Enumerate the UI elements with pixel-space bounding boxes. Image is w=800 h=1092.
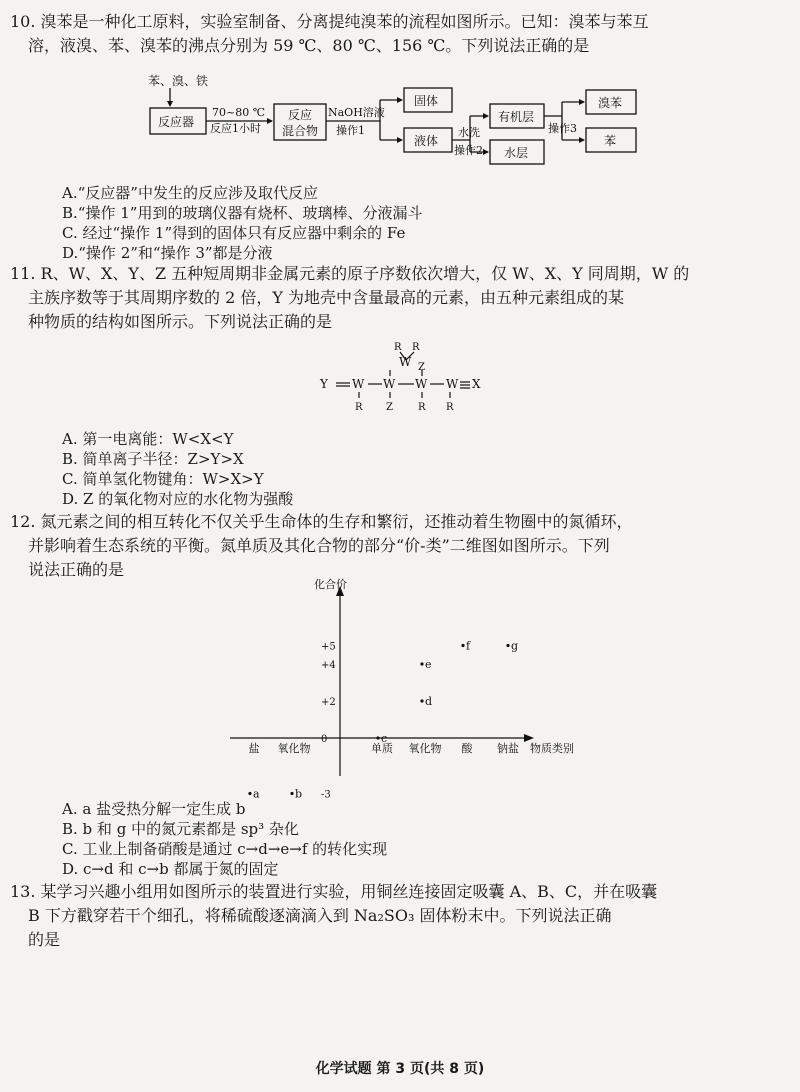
chart-point-c bbox=[376, 736, 379, 739]
atom-r-bottom-3: R bbox=[446, 402, 454, 413]
chart-point-label-a: a bbox=[253, 787, 260, 801]
chart-point-e bbox=[420, 662, 423, 665]
chart-y-tick: +5 bbox=[321, 641, 336, 653]
q12-option-a: A. a 盐受热分解一定生成 b bbox=[62, 800, 246, 818]
q13-stem-line3: 的是 bbox=[28, 930, 61, 949]
flow-bromobenzene-box: 溴苯 bbox=[598, 96, 623, 110]
chart-point-d bbox=[420, 699, 423, 702]
flow-condition-time: 反应1小时 bbox=[210, 122, 261, 135]
chart-category-label: 单质 bbox=[371, 742, 393, 755]
q13-stem-line1: 13. 某学习兴趣小组用如图所示的装置进行实验，用铜丝连接固定吸囊 A、B、C，并在吸囊 bbox=[10, 882, 658, 901]
atom-w-3: W bbox=[415, 377, 428, 391]
chart-point-label-f: f bbox=[466, 639, 471, 653]
chart-point-label-c: c bbox=[381, 732, 388, 745]
flow-organic-box: 有机层 bbox=[498, 110, 535, 124]
flow-wash: 水洗 bbox=[458, 126, 480, 139]
atom-w-2: W bbox=[383, 377, 396, 391]
q10-stem-line2: 溶，液溴、苯、溴苯的沸点分别为 59 ℃、80 ℃、156 ℃。下列说法正确的是 bbox=[28, 36, 590, 55]
chart-y-tick: 0 bbox=[321, 734, 328, 745]
chart-point-label-g: g bbox=[511, 639, 519, 653]
flow-mixture-line2: 混合物 bbox=[282, 124, 319, 138]
q11-stem-line3: 种物质的结构如图所示。下列说法正确的是 bbox=[28, 312, 333, 331]
q11-stem-line2: 主族序数等于其周期序数的 2 倍，Y 为地壳中含量最高的元素，由五种元素组成的某 bbox=[28, 288, 625, 307]
valence-category-chart bbox=[230, 576, 574, 801]
chart-category-label: 氧化物 bbox=[408, 742, 442, 755]
atom-x: X bbox=[472, 377, 481, 391]
chart-x-label: 物质类别 bbox=[530, 742, 574, 755]
chart-point-g bbox=[506, 644, 509, 647]
q10-stem-line1: 10. 溴苯是一种化工原料，实验室制备、分离提纯溴苯的流程如图所示。已知：溴苯与苯互 bbox=[10, 12, 649, 31]
atom-w-1: W bbox=[352, 377, 365, 391]
chart-point-label-b: b bbox=[295, 787, 303, 801]
chart-point-b bbox=[290, 792, 293, 795]
chart-point-label-d: d bbox=[425, 695, 433, 708]
chart-category-label: 酸 bbox=[461, 742, 473, 755]
flow-naoh: NaOH溶液 bbox=[328, 106, 385, 119]
q13-stem-line2: B 下方戳穿若干个细孔，将稀硫酸逐滴滴入到 Na₂SO₃ 固体粉末中。下列说法正确 bbox=[28, 906, 612, 925]
atom-r-top-right: R bbox=[412, 342, 420, 353]
chart-y-tick: -3 bbox=[321, 789, 331, 801]
q11-option-d: D. Z 的氧化物对应的水化物为强酸 bbox=[62, 490, 294, 508]
flow-mixture-line1: 反应 bbox=[288, 108, 313, 122]
chart-point-f bbox=[461, 644, 464, 647]
chart-y-tick: +4 bbox=[321, 660, 336, 671]
q10-option-b: B.“操作 1”用到的玻璃仪器有烧杯、玻璃棒、分液漏斗 bbox=[62, 204, 423, 222]
chart-y-tick: +2 bbox=[321, 697, 336, 708]
q12-option-c: C. 工业上制备硝酸是通过 c→d→e→f 的转化实现 bbox=[62, 840, 388, 858]
chart-point-label-e: e bbox=[425, 658, 432, 671]
flow-water-box: 水层 bbox=[504, 146, 529, 160]
chart-category-label: 盐 bbox=[248, 742, 260, 755]
q10-option-d: D.“操作 2”和“操作 3”都是分液 bbox=[62, 244, 273, 262]
atom-r-top-left: R bbox=[394, 342, 402, 353]
q12-stem-line1: 12. 氮元素之间的相互转化不仅关乎生命体的生存和繁衍，还推动着生物圈中的氮循环， bbox=[10, 512, 633, 531]
q12-stem-line2: 并影响着生态系统的平衡。氮单质及其化合物的部分“价-类”二维图如图所示。下列 bbox=[28, 536, 610, 555]
chart-point-a bbox=[248, 792, 251, 795]
chart-category-label: 氧化物 bbox=[277, 742, 311, 755]
q11-option-c: C. 简单氢化物键角：W>X>Y bbox=[62, 470, 264, 488]
flow-condition-temp: 70~80 ℃ bbox=[212, 106, 266, 119]
flow-reactor-box: 反应器 bbox=[158, 115, 195, 129]
flow-op2: 操作2 bbox=[454, 144, 483, 157]
q12-option-b: B. b 和 g 中的氮元素都是 sp³ 杂化 bbox=[62, 820, 299, 838]
q12-stem-line3: 说法正确的是 bbox=[28, 560, 125, 579]
atom-r-bottom-1: R bbox=[355, 402, 363, 413]
q10-flow-diagram bbox=[140, 74, 660, 174]
flow-op1: 操作1 bbox=[336, 124, 365, 137]
atom-w-top: W bbox=[399, 355, 412, 369]
page-footer: 化学试题 第 3 页(共 8 页) bbox=[315, 1061, 485, 1077]
atom-r-bottom-2: R bbox=[418, 402, 426, 413]
q11-stem-line1: 11. R、W、X、Y、Z 五种短周期非金属元素的原子序数依次增大，仅 W、X、Y 同周期，W 的 bbox=[10, 264, 690, 283]
atom-z-top: Z bbox=[418, 362, 425, 373]
chart-y-label: 化合价 bbox=[314, 578, 347, 591]
q10-option-a: A.“反应器”中发生的反应涉及取代反应 bbox=[62, 184, 318, 202]
q11-option-a: A. 第一电离能：W<X<Y bbox=[62, 430, 234, 448]
chart-category-label: 钠盐 bbox=[497, 742, 519, 755]
q12-option-d: D. c→d 和 c→b 都属于氮的固定 bbox=[62, 860, 279, 878]
atom-z-bottom: Z bbox=[386, 402, 393, 413]
atom-w-4: W bbox=[446, 377, 459, 391]
atom-y-left: Y bbox=[320, 377, 328, 391]
flow-benzene-box: 苯 bbox=[604, 134, 617, 148]
q11-option-b: B. 简单离子半径：Z>Y>X bbox=[62, 450, 244, 468]
q10-option-c: C. 经过“操作 1”得到的固体只有反应器中剩余的 Fe bbox=[62, 224, 406, 242]
q11-structure-diagram bbox=[310, 338, 510, 428]
flow-solid-box: 固体 bbox=[414, 94, 439, 108]
flow-op3: 操作3 bbox=[548, 122, 577, 135]
flow-reagents: 苯、溴、铁 bbox=[148, 74, 209, 88]
flow-liquid-box: 液体 bbox=[414, 134, 439, 148]
